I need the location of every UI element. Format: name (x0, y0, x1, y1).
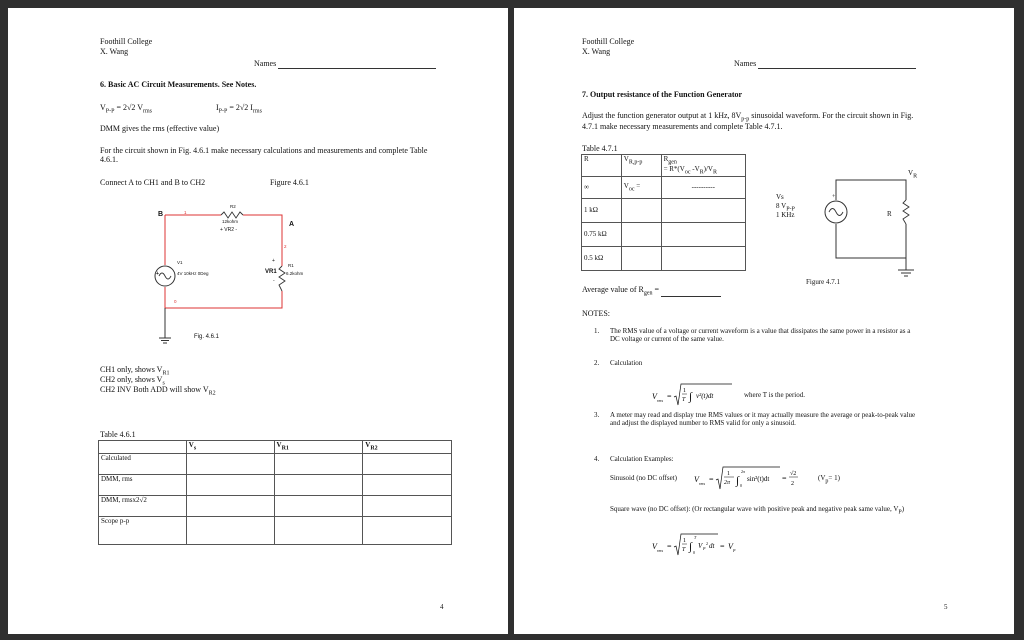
row-label-dmm-rms: DMM, rms (99, 474, 187, 495)
notes-title: NOTES: (582, 309, 610, 318)
table-header-row (582, 155, 746, 177)
svg-text:2π: 2π (741, 469, 746, 474)
header-cell-blank (99, 441, 187, 454)
table-cell[interactable] (274, 474, 363, 495)
resistor-r-icon (903, 200, 909, 224)
note-1-number: 1. (594, 327, 600, 335)
table-title: Table 4.6.1 (100, 430, 136, 439)
table-row (582, 199, 746, 223)
svg-text:1: 1 (683, 538, 686, 544)
table-cell[interactable] (661, 199, 745, 223)
node-a-label: A (289, 221, 295, 228)
row-label-scope-pp: Scope p-p (99, 516, 187, 544)
v1-plus: + (156, 271, 159, 277)
table-cell[interactable] (186, 453, 274, 474)
table-row (99, 474, 452, 495)
svg-text:=: = (720, 542, 725, 551)
ch2-inv-line: CH2 INV Both ADD will show $V_{R2}$ (100, 385, 216, 397)
header-cell-r: R (582, 155, 622, 177)
table-cell[interactable] (186, 474, 274, 495)
section-title: 6. Basic AC Circuit Measurements. See Notes. (100, 80, 257, 89)
wire-1-label: 1 (184, 210, 187, 215)
table-row (582, 223, 746, 247)
note-3-number: 3. (594, 411, 600, 419)
measurement-table (98, 440, 452, 545)
row-label-dmm-rmsx2sqrt2: DMM, rmsx2√2 (99, 495, 187, 516)
names-label: Names (254, 59, 277, 68)
rms-formula-note: where T is the period. (744, 391, 805, 399)
svg-text:0: 0 (693, 550, 695, 555)
svg-text:V: V (652, 392, 657, 401)
table-title: Table 4.7.1 (582, 144, 618, 153)
svg-text:=: = (667, 542, 672, 551)
svg-text:√2: √2 (790, 471, 797, 477)
row-rgen-dashes: ---------- (661, 177, 745, 199)
r1-value: 6.2kohm (286, 271, 304, 276)
svg-text:=: = (709, 475, 714, 484)
vr1-label: VR1 (265, 269, 277, 275)
sinusoid-label: Sinusoid (no DC offset) (610, 474, 677, 482)
table-cell[interactable] (363, 516, 452, 544)
row-r-value: 0.5 kΩ (582, 247, 622, 271)
college-name: Foothill College (582, 37, 635, 46)
svg-text:T: T (682, 397, 686, 403)
wire-2-label: 2 (284, 244, 287, 249)
header-cell-vr1: $V_{R1}$ (274, 441, 363, 454)
svg-text:T: T (694, 535, 697, 540)
note-2-text: Calculation (610, 359, 643, 367)
svg-text:rms: rms (699, 481, 706, 486)
page-number: 5 (944, 603, 948, 611)
square-wave-text: Square wave (no DC offset): (Or rectangular wave with positive peak and negative peak same value, $V_P$) (610, 505, 905, 516)
section-title: 7. Output resistance of the Function Generator (582, 90, 743, 99)
ch1-line: CH1 only, shows $V_{R1}$ (100, 365, 170, 377)
names-blank-line (278, 61, 436, 69)
svg-text:V: V (694, 475, 699, 484)
circuit-diagram-4-6-1 (148, 203, 348, 353)
dmm-note: DMM gives the rms (effective value) (100, 124, 220, 133)
college-name: Foothill College (100, 37, 153, 46)
r1-name: R1 (288, 263, 294, 268)
table-cell[interactable] (363, 453, 452, 474)
note-4-number: 4. (594, 455, 600, 463)
wire-bottom (836, 224, 906, 258)
svg-text:rms: rms (657, 398, 664, 403)
row-label-calculated: Calculated (99, 453, 187, 474)
figure-caption: Fig. 4.6.1 (194, 334, 220, 340)
header-cell-vs: $V_s$ (186, 441, 274, 454)
svg-text:=: = (782, 474, 787, 483)
row-r-value: 1 kΩ (582, 199, 622, 223)
note-1-text: The RMS value of a voltage or current waveform is a value that dissipates the same power in a resistor as a DC voltage or current of the same value. (610, 327, 911, 343)
table-cell[interactable] (274, 495, 363, 516)
svg-text:V: V (652, 542, 657, 551)
vr1-minus: - (273, 278, 275, 284)
svg-text:1: 1 (683, 388, 686, 394)
vr2-label: + VR2 - (220, 227, 238, 233)
svg-text:sin²(t)dt: sin²(t)dt (747, 475, 770, 483)
svg-text:T: T (682, 547, 686, 553)
document-page-4 (8, 8, 508, 634)
svg-text:V: V (698, 542, 703, 550)
row-r-value: 0.75 kΩ (582, 223, 622, 247)
r2-name: R2 (230, 204, 236, 209)
names-field (254, 60, 436, 69)
r2-value: 12kohm (222, 219, 239, 224)
wire-top-right (243, 215, 282, 266)
sinusoid-note: $(V_p= 1)$ (818, 474, 840, 485)
table-row (582, 177, 746, 199)
table-row (99, 453, 452, 474)
wire-bottom (165, 287, 282, 308)
source-plus: + (832, 194, 836, 200)
names-field (734, 60, 916, 69)
names-blank-line (758, 61, 916, 69)
v1-value: 4V 10kHz 0Deg (177, 271, 209, 276)
vs-amplitude: 8 $V_{P-P}$ (776, 202, 795, 213)
svg-text:2π: 2π (724, 480, 731, 486)
table-cell[interactable] (274, 453, 363, 474)
ipp-formula: $I_{P-P} = 2√2$ $I_{rms}$ (216, 103, 262, 115)
svg-text:∫: ∫ (736, 475, 740, 487)
note-2-number: 2. (594, 359, 600, 367)
vr1-plus: + (272, 258, 275, 264)
table-cell[interactable] (186, 495, 274, 516)
average-blank-line (661, 289, 721, 297)
table-header-row (99, 441, 452, 454)
table-row (99, 516, 452, 544)
vpp-formula: $V_{P-P} = 2√2$ $V_{rms}$ (100, 103, 152, 115)
table-cell[interactable] (274, 516, 363, 544)
names-label: Names (734, 59, 757, 68)
figure-title: Figure 4.6.1 (270, 178, 309, 187)
sinusoid-formula-icon (694, 463, 814, 495)
square-wave-formula-icon (652, 530, 752, 560)
average-rgen-line: Average value of $R_{gen}$ = (582, 286, 721, 297)
svg-text:2: 2 (791, 481, 794, 487)
resistor-r-label: R (887, 210, 892, 218)
svg-text:0: 0 (740, 483, 742, 488)
wire-0-label: 0 (174, 299, 177, 304)
row-r-value: ∞ (582, 177, 622, 199)
resistor-r2-icon (221, 212, 243, 218)
rms-formula-icon (652, 380, 742, 410)
note-3-text: A meter may read and display true RMS values or it may actually measure the average or peak-to-peak value and adjust the displayed number to RMS valid for only a sinusoid. (610, 411, 916, 427)
wire-top (836, 180, 906, 200)
circuit-diagram-4-7-1 (786, 176, 926, 281)
connect-instruction: Connect A to CH1 and B to CH2 (100, 178, 206, 187)
svg-text:∫: ∫ (689, 541, 693, 553)
table-cell[interactable] (363, 474, 452, 495)
ch2-line: CH2 only, shows $V_s$ (100, 375, 165, 387)
note-4-text: Calculation Examples: (610, 455, 674, 463)
svg-text:1: 1 (727, 471, 730, 477)
svg-text:dt: dt (709, 542, 715, 550)
instruction-text: Adjust the function generator output at 1 kHz, $8V_{p-p}$ sinusoidal waveform. For the circuit shown in Fig. 4.7.1 make necessary measurements and complete Table 4.7.1. (582, 111, 914, 132)
table-cell[interactable] (661, 223, 745, 247)
header-cell-vr2: $V_{R2}$ (363, 441, 452, 454)
svg-text:2: 2 (706, 541, 708, 546)
table-cell[interactable] (621, 199, 661, 223)
header-cell-rgen: $R_{gen}$ = $R*(V_{oc}$ $-V_R)/V_R$ (661, 155, 745, 177)
table-cell[interactable] (621, 223, 661, 247)
svg-text:P: P (703, 546, 706, 551)
table-cell[interactable] (186, 516, 274, 544)
table-row (582, 247, 746, 271)
node-b-label: B (158, 211, 164, 218)
author-name: X. Wang (100, 47, 129, 56)
svg-text:∫: ∫ (689, 391, 693, 403)
instruction-text: For the circuit shown in Fig. 4.6.1 make necessary calculations and measurements and complete Table 4.6.1. (100, 146, 428, 164)
table-cell[interactable] (661, 247, 745, 271)
svg-text:V: V (728, 542, 733, 551)
table-cell[interactable] (621, 247, 661, 271)
svg-text:=: = (667, 392, 672, 401)
v1-name: V1 (177, 260, 183, 265)
resistor-r1-icon (279, 266, 285, 291)
row-voc[interactable]: $V_{oc}$ = (621, 177, 661, 199)
table-row (99, 495, 452, 516)
author-name: X. Wang (582, 47, 611, 56)
svg-text:v²(t)dt: v²(t)dt (696, 392, 714, 400)
figure-caption: Figure 4.7.1 (806, 278, 841, 286)
vr-label: $V_R$ (908, 169, 918, 180)
svg-text:rms: rms (657, 548, 664, 553)
vs-label: Vs (776, 193, 784, 201)
page-number: 4 (440, 603, 444, 611)
resistance-table (581, 154, 746, 271)
document-page-5 (514, 8, 1014, 634)
vs-frequency: 1 KHz (776, 211, 795, 219)
svg-text:P: P (733, 548, 736, 553)
header-cell-vr: $V_{R,p-p}$ (621, 155, 661, 177)
table-cell[interactable] (363, 495, 452, 516)
